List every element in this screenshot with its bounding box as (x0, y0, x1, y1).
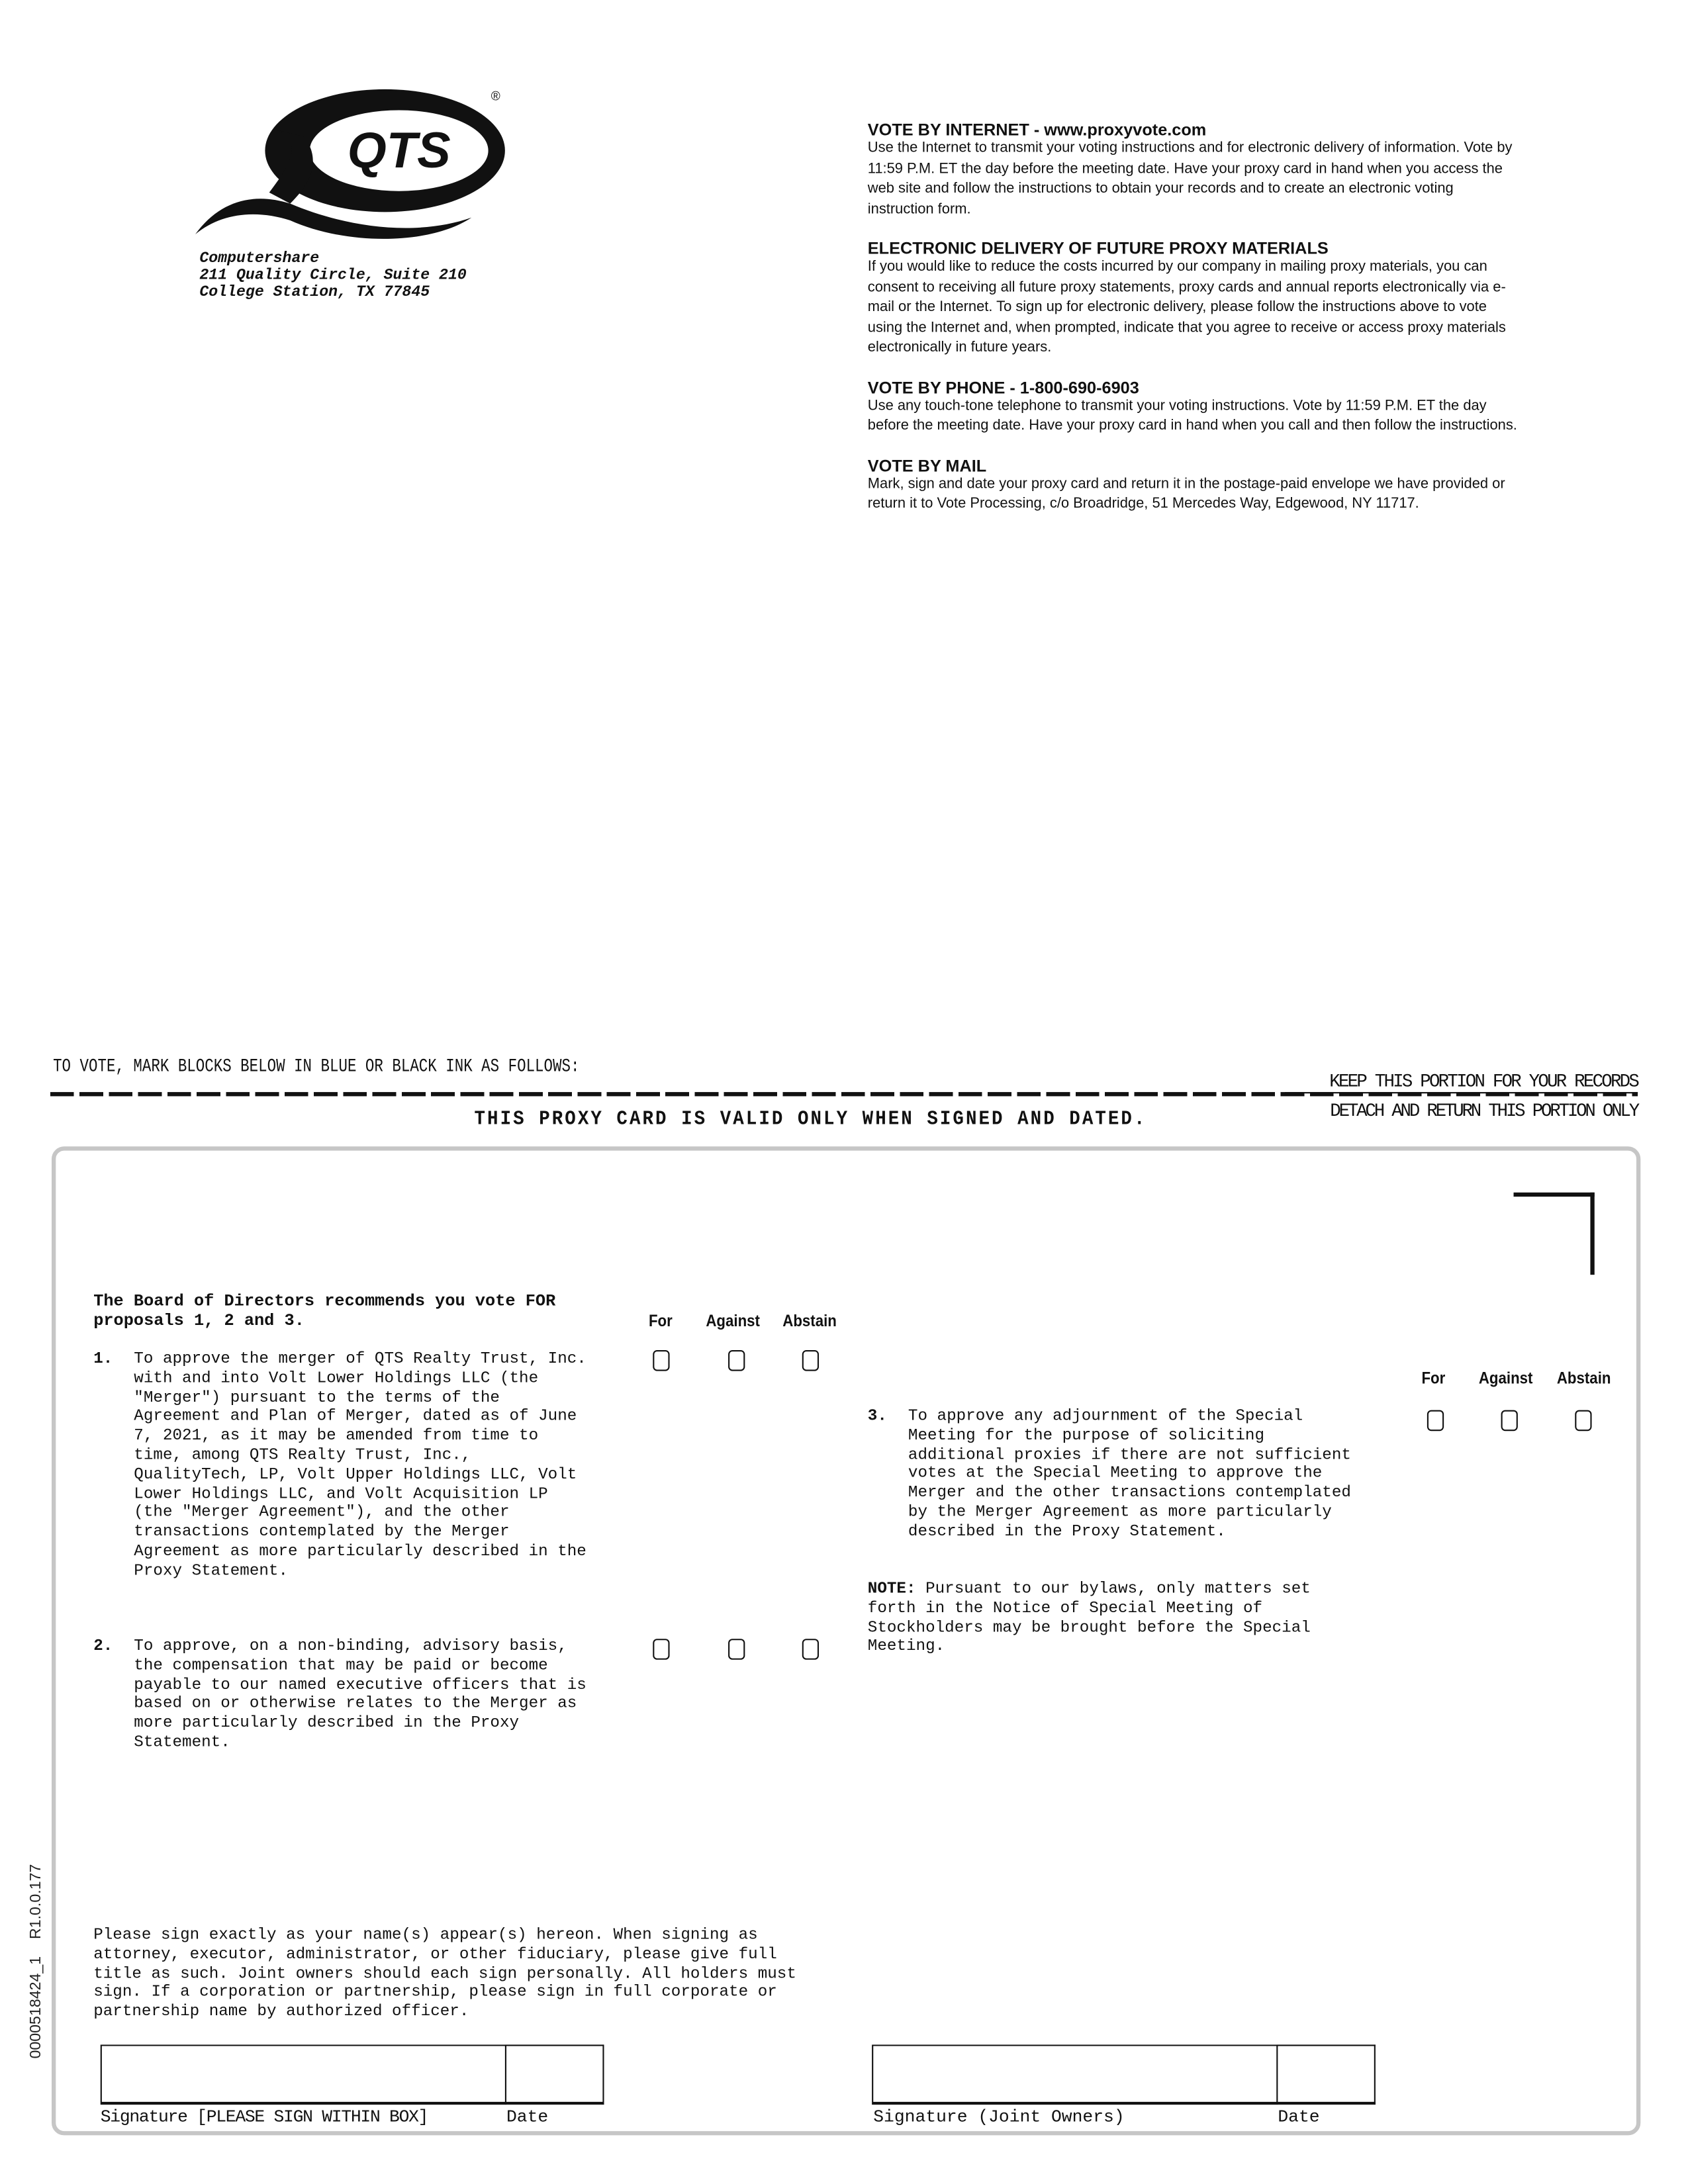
vote-mail-body: Mark, sign and date your proxy card and return it in the postage-paid envelope we have provided or return it to Vote Processing, c/o Broadridge, 51 Mercedes Way, Edgewood, NY 11717. (867, 476, 1505, 512)
proposal-2-number: 2. (93, 1637, 113, 1656)
vote-mail-heading: VOTE BY MAIL (867, 455, 987, 475)
proposal-3-abstain-checkbox[interactable] (1575, 1410, 1591, 1432)
vote-internet-heading: VOTE BY INTERNET - www.proxyvote.com (867, 120, 1207, 140)
proposal-2-abstain-checkbox[interactable] (802, 1639, 819, 1660)
signature-box[interactable] (101, 2044, 506, 2105)
proposal-3-for-checkbox[interactable] (1427, 1410, 1444, 1432)
joint-date-box[interactable] (1276, 2044, 1376, 2105)
signing-instructions: Please sign exactly as your name(s) appear(s) hereon. When signing as attorney, executor, administrator, or other fiduciary, please give full title as such. Joint owners should each sign personally. All holders must sign. If a corporation or partnership, please sign in full corporate or partnership name by authorized officer. (93, 1926, 796, 2022)
form-code: 0000518424_1 R1.0.0.177 (28, 1864, 45, 2059)
vote-internet-body: Use the Internet to transmit your voting instructions and for electronic delivery of information. Vote by 11:59 P.M. ET the day before the meeting date. Have your proxy card in hand when you access the web site and follow the instructions to obtain your records and to create an electronic voting instruction form. (867, 140, 1513, 217)
vote-phone-section (868, 377, 1523, 437)
keep-portion-label: KEEP THIS PORTION FOR YOUR RECORDS (1285, 1071, 1638, 1093)
voting-instructions (868, 120, 1523, 515)
board-recommendation: The Board of Directors recommends you vote FOR proposals 1, 2 and 3. (93, 1291, 556, 1331)
note-label: NOTE: (867, 1580, 916, 1599)
vote-internet-section (868, 120, 1523, 220)
svg-text:QTS: QTS (347, 122, 451, 179)
proposal-1-against-checkbox[interactable] (728, 1350, 745, 1371)
vote-phone-heading: VOTE BY PHONE - 1-800-690-6903 (867, 377, 1139, 397)
detach-portion-label: DETACH AND RETURN THIS PORTION ONLY (1330, 1100, 1638, 1122)
qts-logo (193, 81, 514, 248)
proposal-2-text: To approve, on a non-binding, advisory basis, the compensation that may be paid or become payable to our named executive officers that is based on or otherwise relates to the Merger as more particularly described in the Proxy Statement. (134, 1637, 586, 1752)
return-address: Computershare 211 Quality Circle, Suite 210 College Station, TX 77845 (199, 251, 467, 302)
note-text: Pursuant to our bylaws, only matters set forth in the Notice of Special Meeting of Stockholders may be brought before the Special Meeting. (867, 1580, 1311, 1657)
electronic-delivery-section (868, 238, 1523, 359)
vote-phone-body: Use any touch-tone telephone to transmit your voting instructions. Vote by 11:59 P.M. ET the day before the meeting date. Have your proxy card in hand when you call and then follow the instructions. (867, 398, 1517, 434)
proposal-1-abstain-checkbox[interactable] (802, 1350, 819, 1371)
proposal-3-number: 3. (867, 1407, 887, 1426)
validity-notice: THIS PROXY CARD IS VALID ONLY WHEN SIGNED AND DATED. (474, 1109, 1147, 1132)
joint-signature-box[interactable] (872, 2044, 1278, 2105)
proposal-1-number: 1. (93, 1349, 113, 1369)
proposal-1-for-checkbox[interactable] (653, 1350, 669, 1371)
bylaws-note (868, 1580, 1311, 1657)
column-against-right: Against (1478, 1368, 1533, 1388)
column-abstain-right: Abstain (1556, 1368, 1611, 1388)
column-against: Against (706, 1310, 760, 1331)
signature-label: Signature [PLEASE SIGN WITHIN BOX] (100, 2107, 428, 2127)
column-for: For (648, 1310, 673, 1331)
proposal-2-against-checkbox[interactable] (728, 1639, 745, 1660)
corner-registration-mark (1514, 1193, 1595, 1275)
mark-instruction: TO VOTE, MARK BLOCKS BELOW IN BLUE OR BLACK INK AS FOLLOWS: (53, 1056, 580, 1077)
proposal-3-against-checkbox[interactable] (1501, 1410, 1518, 1432)
proposal-3-text: To approve any adjournment of the Special Meeting for the purpose of soliciting additional proxies if there are not sufficient votes at the Special Meeting to approve the Merger and the other transactions contemplated by the Merger Agreement as more particularly described in the Proxy Statement. (908, 1407, 1351, 1541)
joint-date-label: Date (1278, 2107, 1320, 2127)
svg-text:®: ® (491, 89, 500, 104)
joint-signature-label: Signature (Joint Owners) (873, 2107, 1125, 2127)
detach-dashed-line (50, 1092, 1638, 1096)
date-label: Date (506, 2107, 549, 2127)
electronic-delivery-body: If you would like to reduce the costs incurred by our company in mailing proxy materials, you can consent to receiving all future proxy statements, proxy cards and annual reports electronically via e-mail or the Internet. To sign up for electronic delivery, please follow the instructions above to vote using the Internet and, when prompted, indicate that you agree to receive or access proxy materials electronically in future years. (867, 259, 1506, 356)
column-for-right: For (1421, 1368, 1446, 1388)
proposal-1-text: To approve the merger of QTS Realty Trust, Inc. with and into Volt Lower Holdings LLC (the "Merger") pursuant to the terms of the Agreement and Plan of Merger, dated as of June 7, 2021, as it may be amended from time to time, among QTS Realty Trust, Inc., QualityTech, LP, Volt Upper Holdings LLC, Volt Lower Holdings LLC, and Volt Acquisition LP (the "Merger Agreement"), and the other transactions contemplated by the Merger Agreement as more particularly described in the Proxy Statement. (134, 1349, 586, 1580)
column-abstain: Abstain (782, 1310, 837, 1331)
date-box[interactable] (505, 2044, 604, 2105)
vote-mail-section (868, 455, 1523, 516)
proposal-2-for-checkbox[interactable] (653, 1639, 669, 1660)
electronic-delivery-heading: ELECTRONIC DELIVERY OF FUTURE PROXY MATERIALS (867, 238, 1329, 258)
